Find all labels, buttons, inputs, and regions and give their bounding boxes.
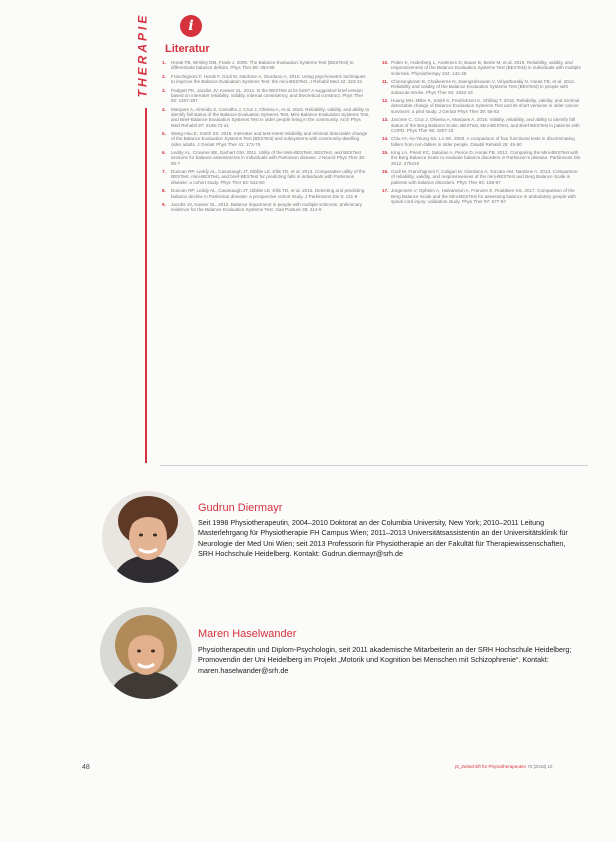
reference-number: 17.: [382, 188, 389, 194]
reference-number: 7.: [162, 169, 166, 175]
reference-number: 5.: [162, 131, 166, 137]
literature-heading: Literatur: [165, 43, 210, 55]
reference-text: Jorgensen V, Opheim A, Halvarsson A, Franzen E, Roaldsen KS. 2017. Comparison of the Berg Balance Scale and the Mini-BESTest for assessing balance in ambulatory people with spinal cord injury: validation study. Phys Ther 97: 677-87: [391, 188, 576, 204]
reference-text: Chiu AY, Au-Yeung SS, Lo SK. 2003. A comparison of four functional tests in discriminating fallers from non-fallers in older people. Disabil Rehabil 25: 45-50: [391, 136, 575, 147]
reference-number: 11.: [382, 79, 389, 85]
reference-text: Marques A, Almeida S, Carvalho J, Cruz J, Oliveira A, et al. 2016. Reliability, validity, and ability to identify fall status of the Balance Evaluation Systems Test, Mini-Balance Evaluation Systems Test, and Brief-Balance Evaluation Systems Test in older people living in the community. Arch Phys Med Rehabil 97: 2166-73 e1: [171, 106, 370, 128]
reference-number: 15.: [382, 150, 389, 156]
reference-item: [162, 150, 370, 166]
reference-number: 4.: [162, 106, 166, 112]
reference-text: Jacome C, Cruz J, Oliveira A, Marques A. 2016. Validity, reliability, and ability to identify fall status of the Berg Balance Scale, BESTest, Mini-BESTest, and Brief-BESTest in patients with COPD. Phys Ther 96: 1807-15: [391, 117, 580, 133]
section-label: THERAPIE: [135, 12, 150, 98]
reference-number: 9.: [162, 202, 166, 208]
reference-text: Leddy AL, Crowner BE, Earhart GM. 2011. Utility of the Mini-BESTest, BESTest, and BESTest sections for balance assessments in individuals with Parkinson disease. J Neurol Phys Ther 35: 90-7: [171, 150, 366, 166]
reference-text: Chinsongkram B, Chaikeeree N, Saengsirisuwan V, Viriyatharakij N, Horak FB, et al. 2014. Reliability and validity of the Balance Evaluation Systems Test (BESTest) in people with subacute stroke. Phys Ther 94: 1632-43: [391, 79, 576, 95]
references-left-column: [162, 60, 370, 216]
magazine-brand: pt_Zeitschrift für Physiotherapeuten: [455, 764, 527, 769]
reference-item: [162, 188, 370, 199]
author-photo: [102, 491, 194, 583]
reference-text: Jacobs JV, Kasser SL. 2012. Balance impairment in people with multiple sclerosis: preliminary evidence for the Balance Evaluation Systems Test. Gait Posture 36: 414-8: [171, 202, 363, 213]
reference-text: Wang-Hsu E, Smith SS. 2018. Interrater and test-retest reliability and minimal detectable change of the Balance Evaluation Systems Test (BESTest) and subsystems with community-dwelling older adults. J Geriatr Phys Ther 41: 173-79: [171, 131, 368, 147]
page-number: 48: [82, 764, 90, 771]
accent-line: [145, 108, 147, 463]
reference-number: 16.: [382, 169, 389, 175]
magazine-issue: 70 [2018] 10: [527, 764, 553, 769]
author-bio: Physiotherapeutin und Diplom-Psychologin, seit 2011 akademische Mitarbeiterin an der SRH Hochschule Heidelberg; Promovendin der Uni Heidelberg im Projekt „Motorik und Kognition bei Menschen mit Schizophrenie“. Kontakt: maren.haselwander@srh.de: [198, 645, 572, 675]
author-bio: Seit 1998 Physiotherapeutin, 2004–2010 Doktorat an der Columbia University, New York; 2010–2011 Leitung Masterlehrgang für Physiotherapie FH Campus Wien; 2011–2013 Universitätsassistentin an der Universitätsklinik für Neurologie der Med Uni Wien; seit 2013 Professorin für Physiotherapie an der Fakultät für Therapiewissenschaften, SRH Hochschule Heidelberg. Kontakt: Gudrun.diermayr@srh.de: [198, 518, 568, 559]
author-photo: [100, 607, 192, 699]
reference-item: [382, 150, 582, 166]
reference-text: Huang MH, Miller K, Smith K, Fredrickson K, Shilling T. 2016. Reliability, validity, and minimal detectable change of Balance Evaluation Systems Test and its short versions in older cancer survivors: a pilot study. J Geriatr Phys Ther 39: 58-63: [391, 98, 580, 114]
reference-item: [382, 188, 582, 204]
reference-item: [382, 98, 582, 114]
reference-item: [162, 60, 370, 71]
reference-number: 3.: [162, 87, 166, 93]
reference-text: Horak FB, Wrisley DM, Frank J. 2009. The Balance Evaluation Systems Test (BESTest) to differentiate balance deficits. Phys Ther 89: 484-98: [171, 60, 354, 71]
info-icon: i: [180, 15, 202, 37]
reference-number: 10.: [382, 60, 389, 65]
reference-number: 14.: [382, 136, 389, 142]
reference-item: [382, 79, 582, 95]
reference-item: [382, 136, 582, 147]
reference-item: [162, 74, 370, 85]
author-name: Maren Haselwander: [198, 628, 297, 640]
reference-text: Franchignoni F, Horak F, Godi M, Nardone A, Giordano A. 2010. Using psychometric techniques to improve the Balance Evaluation Systems Test: the mini-BESTest. J Rehabil Med 42: 323-31: [171, 73, 366, 85]
reference-item: [162, 202, 370, 213]
reference-number: 13.: [382, 117, 389, 123]
reference-item: [162, 88, 370, 104]
reference-text: Padgett PK, Jacobs JV, Kasser SL. 2012. Is the BESTest at its best? A suggested brief version based on interrater reliability, validity, internal consistency, and theoretical construct. Phys Ther 92: 1197-207: [171, 87, 364, 104]
reference-text: Potter K, Anderberg L, Anderson D, Bauer B, Beste M, et al. 2018. Reliability, validity, and responsiveness of the Balance Evaluation Systems Test (BESTest) in individuals with multiple sclerosis. Physiotherapy 104: 142-48: [391, 60, 581, 76]
reference-item: [162, 107, 370, 128]
reference-number: 1.: [162, 60, 166, 65]
reference-item: [382, 60, 582, 76]
reference-number: 2.: [162, 73, 166, 79]
reference-item: [162, 169, 370, 185]
reference-number: 6.: [162, 150, 166, 156]
reference-item: [162, 131, 370, 147]
reference-number: 8.: [162, 188, 166, 194]
references-right-column: [382, 60, 582, 207]
reference-number: 12.: [382, 98, 389, 104]
magazine-footer: [455, 764, 552, 769]
reference-text: Duncan RP, Leddy AL, Cavanaugh JT, Dibble LE, Ellis TD, et al. 2013. Comparative utility of the BESTest, mini-BESTest, and brief-BESTest for predicting falls in individuals with Parkinson disease: a cohort study. Phys Ther 93: 542-50: [171, 169, 366, 185]
section-divider: [160, 465, 588, 466]
reference-text: Duncan RP, Leddy AL, Cavanaugh JT, Dibble LE, Ellis TD, et al. 2015. Detecting and predicting balance decline in Parkinson disease: a prospective cohort study. J Parkinsons Dis 5: 131-9: [171, 188, 365, 199]
reference-item: [382, 169, 582, 185]
author-name: Gudrun Diermayr: [198, 502, 283, 514]
reference-text: Godi M, Franchignoni F, Caligari M, Giordano A, Turcato AM, Nardone A. 2013. Comparison of reliability, validity, and responsiveness of the mini-BESTest and Berg Balance Scale in patients with balance disorders. Phys Ther 93: 158-67: [391, 169, 578, 185]
reference-item: [382, 117, 582, 133]
reference-text: King LA, Priest KC, Salarian A, Pierce D, Horak FB. 2012. Comparing the Mini-BESTest with the Berg Balance Scale to evaluate balance disorders in Parkinson's disease. Parkinsons Dis 2012: 375419: [391, 150, 581, 166]
